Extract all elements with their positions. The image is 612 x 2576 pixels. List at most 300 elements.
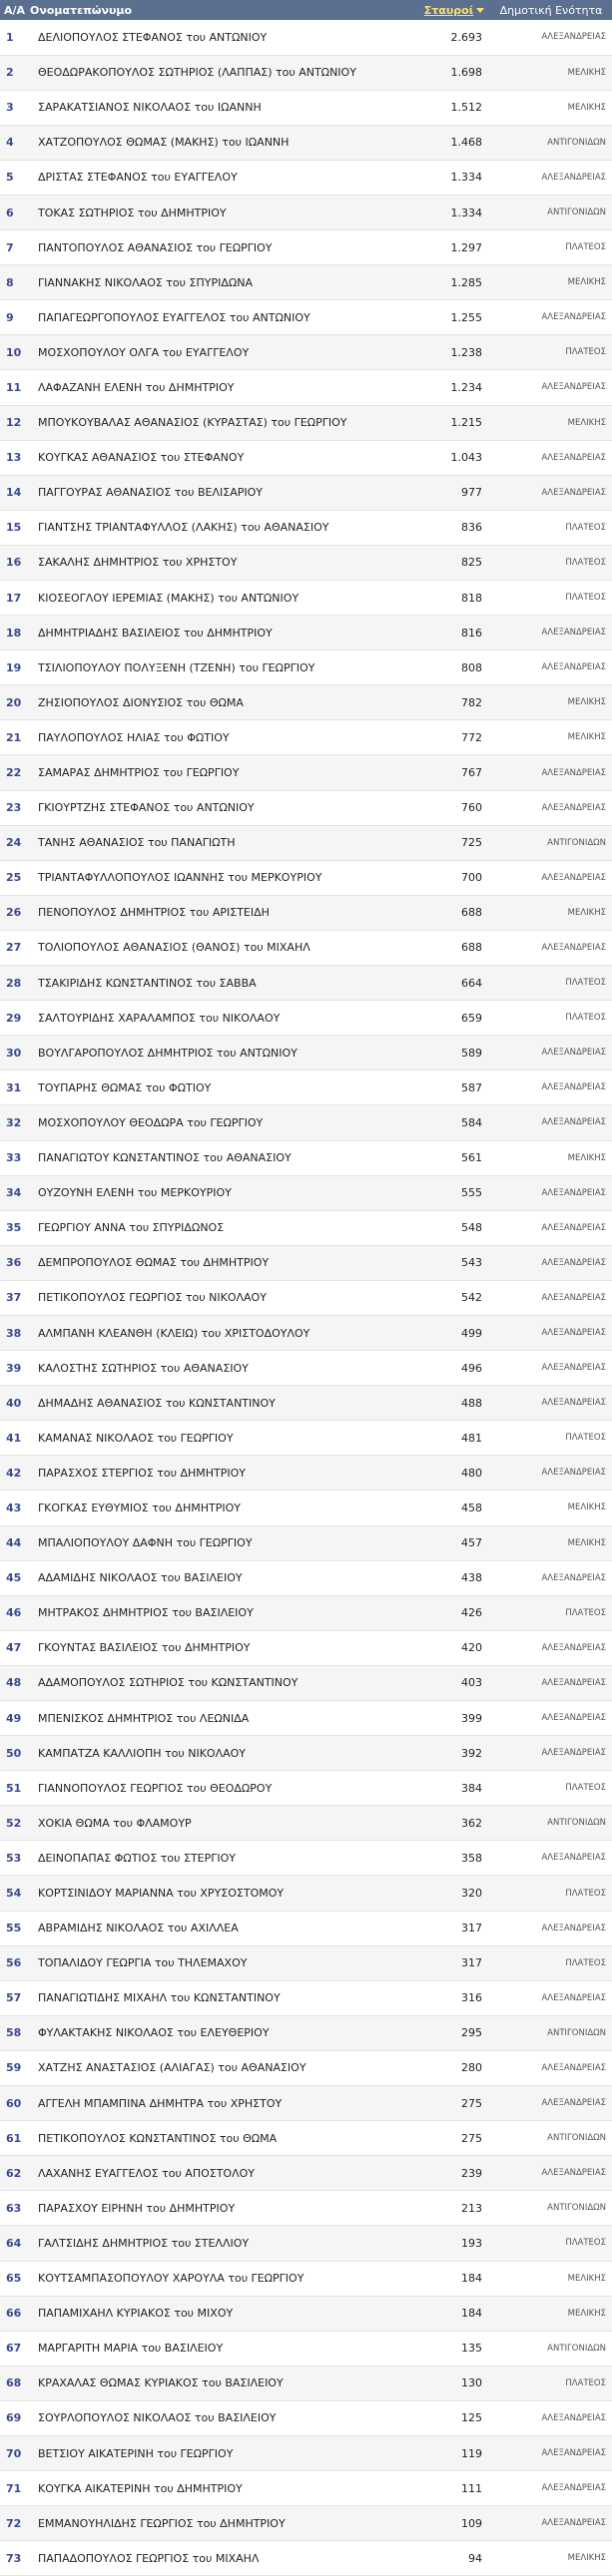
- vote-count: 438: [461, 1571, 482, 1585]
- row-number: 47: [6, 1641, 22, 1655]
- vote-count: 1.285: [450, 275, 482, 289]
- municipal-unit: ΠΛΑΤΕΟΣ: [565, 593, 606, 604]
- table-row: [0, 720, 612, 755]
- row-number: 65: [6, 2272, 22, 2286]
- candidate-name: ΦΥΛΑΚΤΑΚΗΣ ΝΙΚΟΛΑΟΣ του ΕΛΕΥΘΕΡΙΟΥ: [38, 2026, 270, 2040]
- candidate-name: ΜΟΣΧΟΠΟΥΛΟΥ ΘΕΟΔΩΡΑ του ΓΕΩΡΓΙΟΥ: [38, 1115, 264, 1129]
- municipal-unit: ΑΛΕΞΑΝΔΡΕΙΑΣ: [541, 32, 606, 43]
- vote-count: 111: [461, 2481, 482, 2495]
- vote-count: 836: [461, 521, 482, 535]
- row-number: 40: [6, 1396, 22, 1410]
- vote-count: 561: [461, 1151, 482, 1165]
- table-row: [0, 1245, 612, 1280]
- candidate-name: ΤΟΚΑΣ ΣΩΤΗΡΙΟΣ του ΔΗΜΗΤΡΙΟΥ: [38, 206, 227, 219]
- header-votes-label: Σταυροί: [423, 3, 473, 17]
- vote-count: 193: [461, 2236, 482, 2250]
- candidate-name: ΚΟΥΓΚΑ ΑΙΚΑΤΕΡΙΝΗ του ΔΗΜΗΤΡΙΟΥ: [38, 2481, 243, 2495]
- vote-count: 499: [461, 1326, 482, 1340]
- candidate-name: ΤΡΙΑΝΤΑΦΥΛΛΟΠΟΥΛΟΣ ΙΩΑΝΝΗΣ του ΜΕΡΚΟΥΡΙΟΥ: [38, 871, 322, 885]
- table-row: [0, 1595, 612, 1630]
- row-number: 48: [6, 1676, 22, 1690]
- candidate-name: ΤΟΥΠΑΡΗΣ ΘΩΜΑΣ του ΦΩΤΙΟΥ: [38, 1080, 212, 1094]
- candidate-name: ΣΑΜΑΡΑΣ ΔΗΜΗΤΡΙΟΣ του ΓΕΩΡΓΙΟΥ: [38, 766, 240, 780]
- candidate-name: ΒΕΤΣΙΟΥ ΑΙΚΑΤΕΡΙΝΗ του ΓΕΩΡΓΙΟΥ: [38, 2446, 234, 2460]
- vote-count: 213: [461, 2201, 482, 2215]
- municipal-unit: ΜΕΛΙΚΗΣ: [567, 732, 606, 743]
- table-row: [0, 1665, 612, 1700]
- row-number: 41: [6, 1431, 22, 1445]
- candidate-name: ΠΑΠΑΓΕΩΡΓΟΠΟΥΛΟΣ ΕΥΑΓΓΕΛΟΣ του ΑΝΤΩΝΙΟΥ: [38, 310, 310, 324]
- municipal-unit: ΠΛΑΤΕΟΣ: [565, 1013, 606, 1024]
- municipal-unit: ΑΛΕΞΑΝΔΡΕΙΑΣ: [541, 1048, 606, 1059]
- table-row: [0, 755, 612, 790]
- vote-count: 135: [461, 2342, 482, 2356]
- row-number: 55: [6, 1922, 22, 1935]
- table-row: [0, 2471, 612, 2506]
- row-number: 71: [6, 2481, 22, 2495]
- municipal-unit: ΑΛΕΞΑΝΔΡΕΙΑΣ: [541, 628, 606, 639]
- candidate-name: ΓΙΑΝΤΣΗΣ ΤΡΙΑΝΤΑΦΥΛΛΟΣ (ΛΑΚΗΣ) του ΑΘΑΝΑΣΙΟΥ: [38, 521, 329, 535]
- row-number: 36: [6, 1256, 22, 1270]
- candidate-name: ΜΠΕΝΙΣΚΟΣ ΔΗΜΗΤΡΙΟΣ του ΛΕΩΝΙΔΑ: [38, 1711, 250, 1725]
- table-row: [0, 265, 612, 300]
- candidate-name: ΠΑΝΤΟΠΟΥΛΟΣ ΑΘΑΝΑΣΙΟΣ του ΓΕΩΡΓΙΟΥ: [38, 240, 273, 254]
- row-number: 38: [6, 1326, 22, 1340]
- table-row: [0, 2541, 612, 2576]
- vote-count: 358: [461, 1851, 482, 1865]
- vote-count: 1.234: [450, 380, 482, 394]
- row-number: 37: [6, 1291, 22, 1305]
- row-number: 32: [6, 1115, 22, 1129]
- table-row: [0, 2156, 612, 2191]
- row-number: 6: [6, 206, 14, 219]
- row-number: 16: [6, 556, 22, 570]
- vote-count: 2.693: [450, 30, 482, 44]
- row-number: 39: [6, 1361, 22, 1375]
- row-number: 58: [6, 2026, 22, 2040]
- table-row: [0, 825, 612, 860]
- municipal-unit: ΑΛΕΞΑΝΔΡΕΙΑΣ: [541, 2412, 606, 2423]
- table-row: [0, 1421, 612, 1456]
- candidate-name: ΚΟΥΓΚΑΣ ΑΘΑΝΑΣΙΟΣ του ΣΤΕΦΑΝΟΥ: [38, 451, 245, 465]
- candidate-name: ΠΕΝΟΠΟΥΛΟΣ ΔΗΜΗΤΡΙΟΣ του ΑΡΙΣΤΕΙΔΗ: [38, 906, 270, 920]
- table-row: [0, 1525, 612, 1560]
- municipal-unit: ΑΛΕΞΑΝΔΡΕΙΑΣ: [541, 172, 606, 183]
- candidate-name: ΤΟΛΙΟΠΟΥΛΟΣ ΑΘΑΝΑΣΙΟΣ (ΘΑΝΟΣ) του ΜΙΧΑΗΛ: [38, 941, 310, 955]
- vote-count: 818: [461, 591, 482, 605]
- municipal-unit: ΜΕΛΙΚΗΣ: [567, 2273, 606, 2284]
- municipal-unit: ΑΛΕΞΑΝΔΡΕΙΑΣ: [541, 452, 606, 463]
- row-number: 69: [6, 2411, 22, 2425]
- row-number: 21: [6, 730, 22, 744]
- candidate-name: ΚΡΑΧΑΛΑΣ ΘΩΜΑΣ ΚΥΡΙΑΚΟΣ του ΒΑΣΙΛΕΙΟΥ: [38, 2376, 284, 2390]
- row-number: 57: [6, 1991, 22, 2005]
- municipal-unit: ΑΛΕΞΑΝΔΡΕΙΑΣ: [541, 2062, 606, 2073]
- candidate-name: ΤΑΝΗΣ ΑΘΑΝΑΣΙΟΣ του ΠΑΝΑΓΙΩΤΗ: [38, 836, 236, 850]
- candidate-name: ΑΓΓΕΛΗ ΜΠΑΜΠΙΝΑ ΔΗΜΗΤΡΑ του ΧΡΗΣΤΟΥ: [38, 2096, 283, 2110]
- candidate-name: ΠΕΤΙΚΟΠΟΥΛΟΣ ΚΩΝΣΤΑΝΤΙΝΟΣ του ΘΩΜΑ: [38, 2131, 278, 2145]
- row-number: 4: [6, 136, 14, 150]
- table-row: [0, 1701, 612, 1736]
- vote-count: 426: [461, 1606, 482, 1620]
- sort-desc-icon: [476, 8, 484, 13]
- vote-count: 496: [461, 1361, 482, 1375]
- municipal-unit: ΑΛΕΞΑΝΔΡΕΙΑΣ: [541, 2483, 606, 2494]
- candidate-name: ΠΑΠΑΔΟΠΟΥΛΟΣ ΓΕΩΡΓΙΟΣ του ΜΙΧΑΗΛ: [38, 2551, 260, 2565]
- municipal-unit: ΜΕΛΙΚΗΣ: [567, 2553, 606, 2564]
- candidate-name: ΛΑΧΑΝΗΣ ΕΥΑΓΓΕΛΟΣ του ΑΠΟΣΤΟΛΟΥ: [38, 2166, 255, 2180]
- row-number: 19: [6, 660, 22, 674]
- municipal-unit: ΑΛΕΞΑΝΔΡΕΙΑΣ: [541, 1468, 606, 1479]
- municipal-unit: ΑΛΕΞΑΝΔΡΕΙΑΣ: [541, 1117, 606, 1128]
- municipal-unit: ΑΛΕΞΑΝΔΡΕΙΑΣ: [541, 1222, 606, 1233]
- row-number: 22: [6, 766, 22, 780]
- row-number: 54: [6, 1887, 22, 1901]
- vote-count: 420: [461, 1641, 482, 1655]
- vote-count: 119: [461, 2446, 482, 2460]
- candidate-name: ΔΕΛΙΟΠΟΥΛΟΣ ΣΤΕΦΑΝΟΣ του ΑΝΤΩΝΙΟΥ: [38, 30, 268, 44]
- vote-count: 125: [461, 2411, 482, 2425]
- vote-count: 1.698: [450, 66, 482, 80]
- vote-count: 1.215: [450, 416, 482, 430]
- row-number: 35: [6, 1221, 22, 1235]
- municipal-unit: ΑΛΕΞΑΝΔΡΕΙΑΣ: [541, 2098, 606, 2109]
- vote-count: 130: [461, 2376, 482, 2390]
- table-row: [0, 616, 612, 650]
- vote-count: 1.297: [450, 240, 482, 254]
- table-row: [0, 685, 612, 720]
- municipal-unit: ΑΛΕΞΑΝΔΡΕΙΑΣ: [541, 802, 606, 813]
- table-row: [0, 2331, 612, 2365]
- table-row: [0, 405, 612, 440]
- row-number: 7: [6, 240, 14, 254]
- vote-count: 816: [461, 626, 482, 640]
- vote-count: 316: [461, 1991, 482, 2005]
- row-number: 10: [6, 345, 22, 359]
- table-row: [0, 1386, 612, 1421]
- municipal-unit: ΜΕΛΙΚΗΣ: [567, 102, 606, 113]
- row-number: 63: [6, 2201, 22, 2215]
- table-row: [0, 1841, 612, 1876]
- table-row: [0, 1280, 612, 1315]
- municipal-unit: ΑΝΤΙΓΟΝΙΔΩΝ: [547, 1818, 606, 1829]
- municipal-unit: ΑΛΕΞΑΝΔΡΕΙΑΣ: [541, 1328, 606, 1339]
- table-row: [0, 2365, 612, 2400]
- table-row: [0, 1736, 612, 1771]
- vote-count: 664: [461, 976, 482, 990]
- table-row: [0, 1945, 612, 1980]
- vote-count: 688: [461, 906, 482, 920]
- table-row: [0, 2226, 612, 2261]
- municipal-unit: ΜΕΛΙΚΗΣ: [567, 907, 606, 918]
- row-number: 52: [6, 1816, 22, 1830]
- row-number: 12: [6, 416, 22, 430]
- municipal-unit: ΑΝΤΙΓΟΝΙΔΩΝ: [547, 2027, 606, 2038]
- row-number: 15: [6, 521, 22, 535]
- row-number: 67: [6, 2342, 22, 2356]
- table-row: [0, 2296, 612, 2331]
- row-number: 33: [6, 1151, 22, 1165]
- candidate-name: ΣΑΛΤΟΥΡΙΔΗΣ ΧΑΡΑΛΑΜΠΟΣ του ΝΙΚΟΛΑΟΥ: [38, 1011, 281, 1025]
- table-row: [0, 1036, 612, 1071]
- municipal-unit: ΑΛΕΞΑΝΔΡΕΙΑΣ: [541, 1748, 606, 1759]
- municipal-unit: ΠΛΑΤΕΟΣ: [565, 978, 606, 989]
- row-number: 1: [6, 30, 14, 44]
- vote-count: 587: [461, 1080, 482, 1094]
- table-row: [0, 2400, 612, 2435]
- municipal-unit: ΜΕΛΙΚΗΣ: [567, 1503, 606, 1513]
- row-number: 56: [6, 1956, 22, 1970]
- vote-count: 275: [461, 2096, 482, 2110]
- candidate-name: ΠΑΡΑΣΧΟΥ ΕΙΡΗΝΗ του ΔΗΜΗΤΡΙΟΥ: [38, 2201, 236, 2215]
- candidate-name: ΕΜΜΑΝΟΥΗΛΙΔΗΣ ΓΕΩΡΓΙΟΣ του ΔΗΜΗΤΡΙΟΥ: [38, 2516, 286, 2530]
- vote-count: 760: [461, 801, 482, 815]
- municipal-unit: ΑΛΕΞΑΝΔΡΕΙΑΣ: [541, 872, 606, 883]
- municipal-unit: ΑΛΕΞΑΝΔΡΕΙΑΣ: [541, 382, 606, 393]
- candidate-name: ΤΟΠΑΛΙΔΟΥ ΓΕΩΡΓΙΑ του ΤΗΛΕΜΑΧΟΥ: [38, 1956, 248, 1970]
- row-number: 27: [6, 941, 22, 955]
- table-row: [0, 2435, 612, 2470]
- row-number: 29: [6, 1011, 22, 1025]
- candidate-name: ΖΗΣΙΟΠΟΥΛΟΣ ΔΙΟΝΥΣΙΟΣ του ΘΩΜΑ: [38, 695, 244, 709]
- vote-count: 688: [461, 941, 482, 955]
- municipal-unit: ΑΝΤΙΓΟΝΙΔΩΝ: [547, 2203, 606, 2214]
- candidate-name: ΚΑΜΑΝΑΣ ΝΙΚΟΛΑΟΣ του ΓΕΩΡΓΙΟΥ: [38, 1431, 234, 1445]
- table-row: [0, 545, 612, 580]
- candidate-name: ΣΑΡΑΚΑΤΣΙΑΝΟΣ ΝΙΚΟΛΑΟΣ του ΙΩΑΝΝΗ: [38, 101, 262, 115]
- row-number: 20: [6, 695, 22, 709]
- vote-count: 320: [461, 1887, 482, 1901]
- candidate-name: ΧΑΤΖΟΠΟΥΛΟΣ ΘΩΜΑΣ (ΜΑΚΗΣ) του ΙΩΑΝΝΗ: [38, 136, 290, 150]
- candidate-name: ΚΙΟΣΕΟΓΛΟΥ ΙΕΡΕΜΙΑΣ (ΜΑΚΗΣ) του ΑΝΤΩΝΙΟΥ: [38, 591, 300, 605]
- candidate-name: ΓΙΑΝΝΟΠΟΥΛΟΣ ΓΕΩΡΓΙΟΣ του ΘΕΟΔΩΡΟΥ: [38, 1781, 273, 1795]
- row-number: 8: [6, 275, 14, 289]
- row-number: 34: [6, 1186, 22, 1200]
- candidate-name: ΓΑΛΤΣΙΔΗΣ ΔΗΜΗΤΡΙΟΣ του ΣΤΕΛΛΙΟΥ: [38, 2236, 250, 2250]
- row-number: 72: [6, 2516, 22, 2530]
- municipal-unit: ΠΛΑΤΕΟΣ: [565, 2238, 606, 2249]
- municipal-unit: ΑΛΕΞΑΝΔΡΕΙΑΣ: [541, 1713, 606, 1724]
- vote-count: 548: [461, 1221, 482, 1235]
- candidate-name: ΟΥΖΟΥΝΗ ΕΛΕΝΗ του ΜΕΡΚΟΥΡΙΟΥ: [38, 1186, 232, 1200]
- candidate-name: ΠΑΝΑΓΙΩΤΟΥ ΚΩΝΣΤΑΝΤΙΝΟΣ του ΑΘΑΝΑΣΙΟΥ: [38, 1151, 292, 1165]
- vote-count: 589: [461, 1046, 482, 1060]
- table-row: [0, 1210, 612, 1245]
- row-number: 59: [6, 2061, 22, 2075]
- municipal-unit: ΠΛΑΤΕΟΣ: [565, 522, 606, 533]
- candidate-name: ΑΛΜΠΑΝΗ ΚΛΕΑΝΘΗ (ΚΛΕΙΩ) του ΧΡΙΣΤΟΔΟΥΛΟΥ: [38, 1326, 310, 1340]
- municipal-unit: ΠΛΑΤΕΟΣ: [565, 1783, 606, 1794]
- row-number: 51: [6, 1781, 22, 1795]
- candidate-name: ΔΡΙΣΤΑΣ ΣΤΕΦΑΝΟΣ του ΕΥΑΓΓΕΛΟΥ: [38, 171, 238, 185]
- table-row: [0, 195, 612, 229]
- municipal-unit: ΑΛΕΞΑΝΔΡΕΙΑΣ: [541, 1398, 606, 1409]
- municipal-unit: ΜΕΛΙΚΗΣ: [567, 697, 606, 708]
- candidate-name: ΔΗΜΑΔΗΣ ΑΘΑΝΑΣΙΟΣ του ΚΩΝΣΤΑΝΤΙΝΟΥ: [38, 1396, 276, 1410]
- municipal-unit: ΜΕΛΙΚΗΣ: [567, 277, 606, 288]
- candidate-name: ΣΑΚΑΛΗΣ ΔΗΜΗΤΡΙΟΣ του ΧΡΗΣΤΟΥ: [38, 556, 238, 570]
- vote-count: 184: [461, 2272, 482, 2286]
- municipal-unit: ΜΕΛΙΚΗΣ: [567, 67, 606, 78]
- municipal-unit: ΑΛΕΞΑΝΔΡΕΙΑΣ: [541, 2448, 606, 2459]
- candidate-name: ΓΕΩΡΓΙΟΥ ΑΝΝΑ του ΣΠΥΡΙΔΩΝΟΣ: [38, 1221, 225, 1235]
- table-row: [0, 1140, 612, 1175]
- table-row: [0, 1175, 612, 1210]
- municipal-unit: ΑΛΕΞΑΝΔΡΕΙΑΣ: [541, 1082, 606, 1093]
- header-row: [0, 0, 612, 20]
- row-number: 23: [6, 801, 22, 815]
- row-number: 25: [6, 871, 22, 885]
- header-unit[interactable]: Δημοτική Ενότητα: [499, 3, 603, 17]
- candidate-name: ΜΗΤΡΑΚΟΣ ΔΗΜΗΤΡΙΟΣ του ΒΑΣΙΛΕΙΟΥ: [38, 1606, 254, 1620]
- row-number: 53: [6, 1851, 22, 1865]
- vote-count: 184: [461, 2307, 482, 2321]
- table-row: [0, 1001, 612, 1036]
- row-number: 42: [6, 1466, 22, 1480]
- table-row: [0, 860, 612, 895]
- row-number: 60: [6, 2096, 22, 2110]
- table-row: [0, 90, 612, 125]
- table-row: [0, 2050, 612, 2085]
- municipal-unit: ΑΛΕΞΑΝΔΡΕΙΑΣ: [541, 1363, 606, 1374]
- vote-count: 275: [461, 2131, 482, 2145]
- municipal-unit: ΑΛΕΞΑΝΔΡΕΙΑΣ: [541, 1853, 606, 1864]
- vote-count: 458: [461, 1501, 482, 1514]
- vote-count: 1.512: [450, 101, 482, 115]
- row-number: 44: [6, 1536, 22, 1550]
- vote-count: 725: [461, 836, 482, 850]
- candidate-name: ΚΟΡΤΣΙΝΙΔΟΥ ΜΑΡΙΑΝΝΑ του ΧΡΥΣΟΣΤΟΜΟΥ: [38, 1887, 285, 1901]
- vote-count: 481: [461, 1431, 482, 1445]
- table-row: [0, 930, 612, 965]
- municipal-unit: ΠΛΑΤΕΟΣ: [565, 347, 606, 358]
- row-number: 64: [6, 2236, 22, 2250]
- candidate-name: ΤΣΑΚΙΡΙΔΗΣ ΚΩΝΣΤΑΝΤΙΝΟΣ του ΣΑΒΒΑ: [38, 976, 257, 990]
- candidate-name: ΜΠΟΥΚΟΥΒΑΛΑΣ ΑΘΑΝΑΣΙΟΣ (ΚΥΡΑΣΤΑΣ) του ΓΕΩΡΓΙΟΥ: [38, 416, 347, 430]
- vote-count: 584: [461, 1115, 482, 1129]
- municipal-unit: ΑΛΕΞΑΝΔΡΕΙΑΣ: [541, 1923, 606, 1933]
- vote-count: 825: [461, 556, 482, 570]
- municipal-unit: ΑΝΤΙΓΟΝΙΔΩΝ: [547, 837, 606, 848]
- municipal-unit: ΑΛΕΞΑΝΔΡΕΙΑΣ: [541, 1642, 606, 1653]
- municipal-unit: ΑΛΕΞΑΝΔΡΕΙΑΣ: [541, 1257, 606, 1268]
- municipal-unit: ΠΛΑΤΕΟΣ: [565, 2377, 606, 2388]
- candidate-name: ΛΑΦΑΖΑΝΗ ΕΛΕΝΗ του ΔΗΜΗΤΡΙΟΥ: [38, 380, 235, 394]
- vote-count: 1.255: [450, 310, 482, 324]
- municipal-unit: ΑΛΕΞΑΝΔΡΕΙΑΣ: [541, 1992, 606, 2003]
- municipal-unit: ΑΛΕΞΑΝΔΡΕΙΑΣ: [541, 1187, 606, 1198]
- table-row: [0, 966, 612, 1001]
- vote-count: 109: [461, 2516, 482, 2530]
- vote-count: 384: [461, 1781, 482, 1795]
- table-row: [0, 370, 612, 405]
- candidate-name: ΤΣΙΛΙΟΠΟΥΛΟΥ ΠΟΛΥΞΕΝΗ (ΤΖΕΝΗ) του ΓΕΩΡΓΙΟΥ: [38, 660, 315, 674]
- candidate-name: ΓΚΙΟΥΡΤΖΗΣ ΣΤΕΦΑΝΟΣ του ΑΝΤΩΝΙΟΥ: [38, 801, 255, 815]
- municipal-unit: ΑΝΤΙΓΟΝΙΔΩΝ: [547, 137, 606, 148]
- candidate-name: ΓΚΟΥΝΤΑΣ ΒΑΣΙΛΕΙΟΣ του ΔΗΜΗΤΡΙΟΥ: [38, 1641, 251, 1655]
- municipal-unit: ΑΛΕΞΑΝΔΡΕΙΑΣ: [541, 662, 606, 673]
- row-number: 2: [6, 66, 14, 80]
- table-row: [0, 650, 612, 685]
- table-row: [0, 2015, 612, 2050]
- municipal-unit: ΑΛΕΞΑΝΔΡΕΙΑΣ: [541, 1677, 606, 1688]
- table-row: [0, 510, 612, 545]
- vote-count: 808: [461, 660, 482, 674]
- vote-count: 295: [461, 2026, 482, 2040]
- vote-count: 362: [461, 1816, 482, 1830]
- candidate-name: ΔΕΜΠΡΟΠΟΥΛΟΣ ΘΩΜΑΣ του ΔΗΜΗΤΡΙΟΥ: [38, 1256, 270, 1270]
- table-row: [0, 1980, 612, 2015]
- row-number: 11: [6, 380, 22, 394]
- municipal-unit: ΜΕΛΙΚΗΣ: [567, 2308, 606, 2319]
- row-number: 17: [6, 591, 22, 605]
- municipal-unit: ΠΛΑΤΕΟΣ: [565, 1607, 606, 1618]
- municipal-unit: ΠΛΑΤΕΟΣ: [565, 242, 606, 253]
- table-row: [0, 895, 612, 930]
- table-row: [0, 440, 612, 475]
- vote-count: 94: [468, 2551, 482, 2565]
- row-number: 70: [6, 2446, 22, 2460]
- municipal-unit: ΑΝΤΙΓΟΝΙΔΩΝ: [547, 208, 606, 218]
- row-number: 73: [6, 2551, 22, 2565]
- vote-count: 1.468: [450, 136, 482, 150]
- candidate-name: ΑΒΡΑΜΙΔΗΣ ΝΙΚΟΛΑΟΣ του ΑΧΙΛΛΕΑ: [38, 1922, 239, 1935]
- row-number: 66: [6, 2307, 22, 2321]
- table-body: [0, 20, 612, 2576]
- row-number: 46: [6, 1606, 22, 1620]
- table-row: [0, 1071, 612, 1105]
- vote-count: 977: [461, 486, 482, 500]
- header-num[interactable]: Α/Α: [4, 3, 26, 17]
- municipal-unit: ΑΝΤΙΓΟΝΙΔΩΝ: [547, 2343, 606, 2354]
- candidate-name: ΜΑΡΓΑΡΙΤΗ ΜΑΡΙΑ του ΒΑΣΙΛΕΙΟΥ: [38, 2342, 224, 2356]
- candidate-name: ΠΑΠΑΜΙΧΑΗΛ ΚΥΡΙΑΚΟΣ του ΜΙΧΟΥ: [38, 2307, 234, 2321]
- vote-count: 542: [461, 1291, 482, 1305]
- municipal-unit: ΑΛΕΞΑΝΔΡΕΙΑΣ: [541, 1292, 606, 1303]
- candidate-name: ΣΟΥΡΛΟΠΟΥΛΟΣ ΝΙΚΟΛΑΟΣ του ΒΑΣΙΛΕΙΟΥ: [38, 2411, 277, 2425]
- table-row: [0, 1315, 612, 1350]
- row-number: 9: [6, 310, 14, 324]
- row-number: 50: [6, 1746, 22, 1760]
- table-row: [0, 1560, 612, 1595]
- row-number: 24: [6, 836, 22, 850]
- table-row: [0, 790, 612, 825]
- row-number: 68: [6, 2376, 22, 2390]
- row-number: 45: [6, 1571, 22, 1585]
- table-row: [0, 2506, 612, 2541]
- table-row: [0, 1351, 612, 1386]
- header-votes[interactable]: [370, 0, 490, 20]
- table-row: [0, 1911, 612, 1945]
- vote-count: 457: [461, 1536, 482, 1550]
- vote-count: 488: [461, 1396, 482, 1410]
- header-name[interactable]: Ονοματεπώνυμο: [30, 3, 133, 17]
- row-number: 62: [6, 2166, 22, 2180]
- vote-count: 767: [461, 766, 482, 780]
- municipal-unit: ΑΝΤΙΓΟΝΙΔΩΝ: [547, 2133, 606, 2144]
- municipal-unit: ΜΕΛΙΚΗΣ: [567, 1152, 606, 1163]
- table-row: [0, 1491, 612, 1525]
- table-row: [0, 2086, 612, 2121]
- row-number: 49: [6, 1711, 22, 1725]
- candidate-name: ΚΑΜΠΑΤΖΑ ΚΑΛΛΙΟΠΗ του ΝΙΚΟΛΑΟΥ: [38, 1746, 247, 1760]
- vote-count: 392: [461, 1746, 482, 1760]
- candidate-name: ΧΟΚΙΑ ΘΩΜΑ του ΦΛΑΜΟΥΡ: [38, 1816, 192, 1830]
- vote-count: 399: [461, 1711, 482, 1725]
- table-row: [0, 335, 612, 370]
- table-row: [0, 1105, 612, 1140]
- vote-count: 480: [461, 1466, 482, 1480]
